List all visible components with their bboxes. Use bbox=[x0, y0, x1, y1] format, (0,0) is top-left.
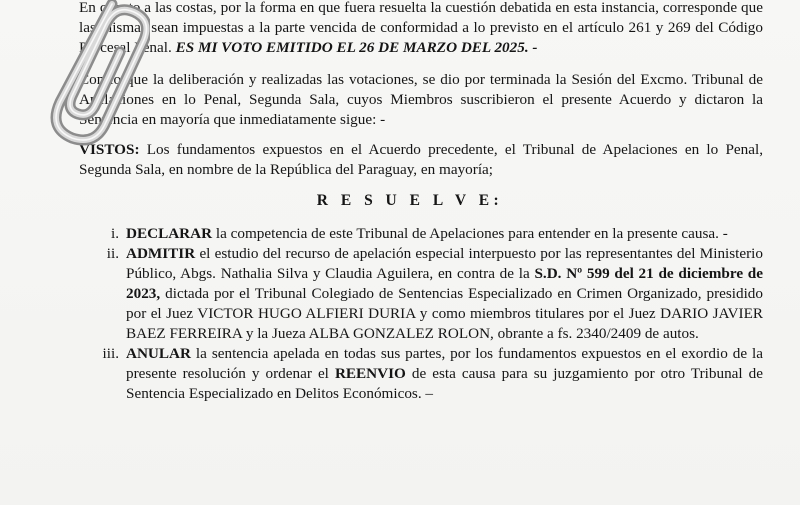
resolution-text: el estudio del recurso de apelación especial interpuesto por las representantes del Ministerio Público, Abgs. Nathalia Silva y Claudia Aguilera, en contra de la bbox=[126, 245, 763, 282]
item-number: ii. bbox=[106, 245, 119, 262]
costs-paragraph bbox=[79, 0, 763, 58]
item-number: i. bbox=[110, 225, 119, 242]
resolution-item-2 bbox=[79, 244, 763, 344]
vistos-text: Los fundamentos expuestos en el Acuerdo precedente, el Tribunal de Apelaciones en lo Penal, Segunda Sala, en nombre de la República del Paraguay, en mayoría; bbox=[79, 141, 763, 178]
resolution-text-continued: de esta causa para su juzgamiento por otro Tribunal de Sentencia Especializado en Delitos Económicos. – bbox=[126, 365, 764, 402]
resolution-text: la competencia de este Tribunal de Apelaciones para entender en la presente causa. - bbox=[215, 225, 728, 242]
vistos-label: VISTOS: bbox=[79, 141, 140, 158]
resolution-item-1 bbox=[79, 224, 763, 244]
resolutions-list bbox=[79, 224, 763, 404]
resolution-verb: ADMITIR bbox=[126, 245, 196, 262]
resolution-text: la sentencia apelada en todas sus partes, por los fundamentos expuestos en el exordio de la presente resolución y ordenar el bbox=[126, 345, 763, 382]
vote-statement: ES MI VOTO EMITIDO EL 26 DE MARZO DEL 2025. - bbox=[175, 39, 538, 56]
reenvio-term: REENVIO bbox=[334, 365, 406, 382]
resolution-verb: DECLARAR bbox=[126, 225, 213, 242]
resolution-item-3 bbox=[79, 344, 763, 404]
resolution-text-continued: dictada por el Tribunal Colegiado de Sentencias Especializado en Crimen Organizado, presidido por el Juez VICTOR HUGO ALFIERI DURIA y como miembros titulares por el Juez DARIO JAVIER BAEZ FERREIRA y la Jueza ALBA GONZALEZ ROLON, obrante a fs. 2340/2409 de autos. bbox=[126, 285, 763, 342]
conclusion-paragraph: Con lo que la deliberación y realizadas las votaciones, se dio por terminada la Sesión del Excmo. Tribunal de Apelaciones en lo Penal, Segunda Sala, cuyos Miembros suscribieron el presente Acuerdo y dictaron la Sentencia en mayoría que inmediatamente sigue: - bbox=[79, 71, 763, 128]
vistos-paragraph bbox=[79, 140, 763, 180]
resolution-verb: ANULAR bbox=[126, 345, 191, 362]
paper-clip-icon bbox=[20, 0, 150, 150]
sentence-reference: S.D. Nº 599 del 21 de diciembre de 2023, bbox=[126, 265, 763, 302]
costs-text: En cuanto a las costas, por la forma en que fuera resuelta la cuestión debatida en esta instancia, corresponde que las mismas sean impuestas a la parte vencida de conformidad a lo previsto en el artículo 261 y 269 del Código Procesal Penal. bbox=[79, 0, 763, 56]
resuelve-heading: R E S U E L V E: bbox=[316, 192, 504, 209]
item-number: iii. bbox=[102, 345, 119, 362]
